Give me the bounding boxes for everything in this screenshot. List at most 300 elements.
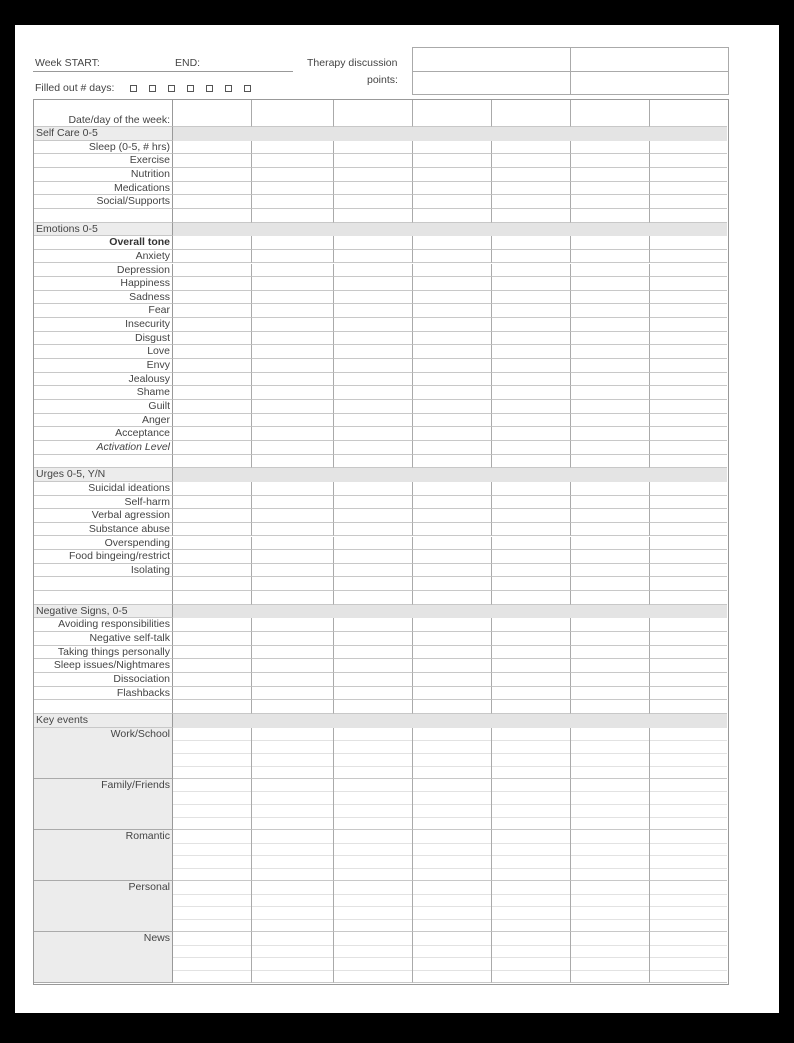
day-entry-cell[interactable] — [413, 881, 492, 932]
day-entry-cell[interactable] — [650, 673, 727, 687]
day-entry-cell[interactable] — [650, 332, 727, 346]
day-entry-cell[interactable] — [650, 932, 727, 983]
day-entry-cell[interactable] — [252, 509, 334, 523]
day-entry-cell[interactable] — [252, 700, 334, 714]
day-entry-cell[interactable] — [334, 304, 413, 318]
day-entry-cell[interactable] — [571, 277, 650, 291]
day-entry-cell[interactable] — [413, 359, 492, 373]
day-entry-cell[interactable] — [571, 332, 650, 346]
day-entry-cell[interactable] — [252, 264, 334, 278]
day-entry-cell[interactable] — [173, 441, 252, 455]
day-entry-cell[interactable] — [173, 332, 252, 346]
day-checkbox[interactable] — [206, 85, 213, 92]
day-entry-cell[interactable] — [173, 291, 252, 305]
day-entry-cell[interactable] — [650, 509, 727, 523]
day-entry-cell[interactable] — [650, 182, 727, 196]
day-entry-cell[interactable] — [252, 154, 334, 168]
day-entry-cell[interactable] — [173, 345, 252, 359]
day-entry-cell[interactable] — [492, 523, 571, 537]
day-entry-cell[interactable] — [571, 659, 650, 673]
day-entry-cell[interactable] — [571, 673, 650, 687]
day-entry-cell[interactable] — [413, 291, 492, 305]
day-entry-cell[interactable] — [334, 577, 413, 591]
day-entry-cell[interactable] — [252, 345, 334, 359]
day-entry-cell[interactable] — [334, 728, 413, 779]
day-entry-cell[interactable] — [492, 455, 571, 469]
therapy-points-box[interactable] — [412, 71, 571, 95]
day-entry-cell[interactable] — [334, 182, 413, 196]
day-entry-cell[interactable] — [492, 414, 571, 428]
day-entry-cell[interactable] — [650, 550, 727, 564]
day-entry-cell[interactable] — [571, 414, 650, 428]
day-entry-cell[interactable] — [252, 236, 334, 250]
day-entry-cell[interactable] — [252, 881, 334, 932]
day-entry-cell[interactable] — [334, 400, 413, 414]
day-entry-cell[interactable] — [413, 455, 492, 469]
day-entry-cell[interactable] — [492, 591, 571, 605]
day-entry-cell[interactable] — [492, 318, 571, 332]
day-entry-cell[interactable] — [413, 564, 492, 578]
day-entry-cell[interactable] — [252, 523, 334, 537]
day-entry-cell[interactable] — [173, 318, 252, 332]
day-entry-cell[interactable] — [650, 427, 727, 441]
day-entry-cell[interactable] — [173, 881, 252, 932]
day-entry-cell[interactable] — [252, 646, 334, 660]
day-entry-cell[interactable] — [334, 779, 413, 830]
day-entry-cell[interactable] — [334, 373, 413, 387]
day-entry-cell[interactable] — [252, 250, 334, 264]
day-entry-cell[interactable] — [252, 830, 334, 881]
day-entry-cell[interactable] — [173, 264, 252, 278]
day-entry-cell[interactable] — [173, 673, 252, 687]
day-entry-cell[interactable] — [413, 318, 492, 332]
day-entry-cell[interactable] — [571, 700, 650, 714]
day-entry-cell[interactable] — [571, 141, 650, 155]
day-entry-cell[interactable] — [492, 100, 571, 127]
day-entry-cell[interactable] — [413, 400, 492, 414]
day-entry-cell[interactable] — [413, 509, 492, 523]
day-entry-cell[interactable] — [334, 932, 413, 983]
day-entry-cell[interactable] — [492, 482, 571, 496]
day-entry-cell[interactable] — [173, 386, 252, 400]
day-entry-cell[interactable] — [173, 632, 252, 646]
day-entry-cell[interactable] — [252, 632, 334, 646]
day-entry-cell[interactable] — [571, 100, 650, 127]
day-checkbox[interactable] — [130, 85, 137, 92]
day-entry-cell[interactable] — [650, 154, 727, 168]
day-entry-cell[interactable] — [334, 209, 413, 223]
day-entry-cell[interactable] — [492, 550, 571, 564]
day-entry-cell[interactable] — [413, 141, 492, 155]
day-entry-cell[interactable] — [252, 359, 334, 373]
day-entry-cell[interactable] — [252, 577, 334, 591]
day-entry-cell[interactable] — [571, 779, 650, 830]
day-entry-cell[interactable] — [252, 687, 334, 701]
day-entry-cell[interactable] — [492, 509, 571, 523]
day-entry-cell[interactable] — [252, 182, 334, 196]
day-entry-cell[interactable] — [571, 509, 650, 523]
day-entry-cell[interactable] — [173, 550, 252, 564]
day-entry-cell[interactable] — [334, 881, 413, 932]
day-entry-cell[interactable] — [334, 618, 413, 632]
day-entry-cell[interactable] — [571, 345, 650, 359]
day-entry-cell[interactable] — [571, 830, 650, 881]
day-entry-cell[interactable] — [571, 318, 650, 332]
day-entry-cell[interactable] — [492, 687, 571, 701]
day-entry-cell[interactable] — [252, 195, 334, 209]
day-entry-cell[interactable] — [173, 591, 252, 605]
day-entry-cell[interactable] — [492, 209, 571, 223]
day-entry-cell[interactable] — [334, 550, 413, 564]
day-entry-cell[interactable] — [571, 482, 650, 496]
day-entry-cell[interactable] — [173, 932, 252, 983]
therapy-points-box[interactable] — [412, 47, 571, 72]
day-entry-cell[interactable] — [650, 318, 727, 332]
day-entry-cell[interactable] — [650, 359, 727, 373]
day-entry-cell[interactable] — [650, 564, 727, 578]
day-entry-cell[interactable] — [413, 154, 492, 168]
day-entry-cell[interactable] — [571, 591, 650, 605]
day-entry-cell[interactable] — [173, 373, 252, 387]
day-entry-cell[interactable] — [252, 618, 334, 632]
day-entry-cell[interactable] — [650, 277, 727, 291]
day-entry-cell[interactable] — [252, 591, 334, 605]
day-entry-cell[interactable] — [571, 264, 650, 278]
day-entry-cell[interactable] — [413, 427, 492, 441]
day-entry-cell[interactable] — [650, 881, 727, 932]
day-entry-cell[interactable] — [334, 318, 413, 332]
day-entry-cell[interactable] — [650, 100, 727, 127]
day-entry-cell[interactable] — [173, 830, 252, 881]
day-entry-cell[interactable] — [252, 318, 334, 332]
day-entry-cell[interactable] — [492, 304, 571, 318]
day-entry-cell[interactable] — [413, 345, 492, 359]
day-entry-cell[interactable] — [413, 386, 492, 400]
day-entry-cell[interactable] — [413, 182, 492, 196]
day-entry-cell[interactable] — [492, 332, 571, 346]
day-entry-cell[interactable] — [413, 687, 492, 701]
day-entry-cell[interactable] — [173, 618, 252, 632]
day-entry-cell[interactable] — [571, 537, 650, 551]
day-entry-cell[interactable] — [173, 100, 252, 127]
day-entry-cell[interactable] — [252, 564, 334, 578]
day-entry-cell[interactable] — [650, 577, 727, 591]
day-entry-cell[interactable] — [252, 141, 334, 155]
day-entry-cell[interactable] — [334, 523, 413, 537]
day-entry-cell[interactable] — [334, 168, 413, 182]
day-entry-cell[interactable] — [571, 304, 650, 318]
day-entry-cell[interactable] — [252, 332, 334, 346]
day-entry-cell[interactable] — [173, 564, 252, 578]
day-entry-cell[interactable] — [173, 250, 252, 264]
day-entry-cell[interactable] — [650, 779, 727, 830]
day-entry-cell[interactable] — [173, 779, 252, 830]
day-entry-cell[interactable] — [413, 209, 492, 223]
day-entry-cell[interactable] — [173, 700, 252, 714]
day-entry-cell[interactable] — [413, 659, 492, 673]
day-entry-cell[interactable] — [334, 830, 413, 881]
day-entry-cell[interactable] — [413, 496, 492, 510]
day-entry-cell[interactable] — [571, 291, 650, 305]
day-entry-cell[interactable] — [650, 373, 727, 387]
day-entry-cell[interactable] — [173, 646, 252, 660]
day-entry-cell[interactable] — [571, 550, 650, 564]
day-entry-cell[interactable] — [571, 496, 650, 510]
day-entry-cell[interactable] — [492, 700, 571, 714]
day-entry-cell[interactable] — [252, 659, 334, 673]
day-entry-cell[interactable] — [334, 345, 413, 359]
day-entry-cell[interactable] — [334, 632, 413, 646]
day-entry-cell[interactable] — [334, 455, 413, 469]
day-entry-cell[interactable] — [334, 359, 413, 373]
day-entry-cell[interactable] — [413, 632, 492, 646]
day-entry-cell[interactable] — [650, 591, 727, 605]
day-entry-cell[interactable] — [252, 168, 334, 182]
day-entry-cell[interactable] — [571, 577, 650, 591]
day-entry-cell[interactable] — [252, 427, 334, 441]
day-entry-cell[interactable] — [571, 373, 650, 387]
day-entry-cell[interactable] — [650, 618, 727, 632]
day-entry-cell[interactable] — [334, 154, 413, 168]
day-entry-cell[interactable] — [173, 509, 252, 523]
day-entry-cell[interactable] — [571, 209, 650, 223]
day-entry-cell[interactable] — [571, 154, 650, 168]
day-entry-cell[interactable] — [413, 277, 492, 291]
day-entry-cell[interactable] — [173, 236, 252, 250]
day-entry-cell[interactable] — [492, 373, 571, 387]
day-entry-cell[interactable] — [571, 168, 650, 182]
day-entry-cell[interactable] — [492, 673, 571, 687]
day-entry-cell[interactable] — [413, 523, 492, 537]
day-entry-cell[interactable] — [492, 277, 571, 291]
day-entry-cell[interactable] — [334, 659, 413, 673]
day-entry-cell[interactable] — [492, 618, 571, 632]
day-entry-cell[interactable] — [492, 577, 571, 591]
day-entry-cell[interactable] — [173, 427, 252, 441]
day-entry-cell[interactable] — [252, 373, 334, 387]
day-entry-cell[interactable] — [650, 304, 727, 318]
day-entry-cell[interactable] — [334, 482, 413, 496]
day-entry-cell[interactable] — [334, 509, 413, 523]
day-entry-cell[interactable] — [571, 386, 650, 400]
day-entry-cell[interactable] — [650, 209, 727, 223]
day-entry-cell[interactable] — [571, 400, 650, 414]
day-entry-cell[interactable] — [173, 304, 252, 318]
day-entry-cell[interactable] — [492, 728, 571, 779]
day-entry-cell[interactable] — [571, 646, 650, 660]
day-entry-cell[interactable] — [650, 441, 727, 455]
day-entry-cell[interactable] — [571, 359, 650, 373]
day-entry-cell[interactable] — [173, 141, 252, 155]
day-entry-cell[interactable] — [413, 414, 492, 428]
day-entry-cell[interactable] — [252, 304, 334, 318]
day-entry-cell[interactable] — [492, 932, 571, 983]
day-entry-cell[interactable] — [334, 264, 413, 278]
day-entry-cell[interactable] — [413, 830, 492, 881]
day-entry-cell[interactable] — [492, 537, 571, 551]
day-entry-cell[interactable] — [252, 673, 334, 687]
day-entry-cell[interactable] — [492, 291, 571, 305]
day-entry-cell[interactable] — [334, 646, 413, 660]
day-entry-cell[interactable] — [650, 700, 727, 714]
day-entry-cell[interactable] — [413, 482, 492, 496]
day-entry-cell[interactable] — [173, 659, 252, 673]
day-entry-cell[interactable] — [252, 414, 334, 428]
day-entry-cell[interactable] — [650, 687, 727, 701]
day-entry-cell[interactable] — [252, 386, 334, 400]
day-entry-cell[interactable] — [650, 646, 727, 660]
day-entry-cell[interactable] — [650, 250, 727, 264]
day-entry-cell[interactable] — [650, 523, 727, 537]
day-entry-cell[interactable] — [650, 728, 727, 779]
day-entry-cell[interactable] — [173, 523, 252, 537]
day-entry-cell[interactable] — [173, 687, 252, 701]
day-entry-cell[interactable] — [413, 932, 492, 983]
day-entry-cell[interactable] — [413, 100, 492, 127]
day-entry-cell[interactable] — [492, 496, 571, 510]
day-entry-cell[interactable] — [571, 687, 650, 701]
day-entry-cell[interactable] — [413, 168, 492, 182]
day-checkbox[interactable] — [244, 85, 251, 92]
day-entry-cell[interactable] — [571, 523, 650, 537]
day-checkbox[interactable] — [149, 85, 156, 92]
day-entry-cell[interactable] — [650, 482, 727, 496]
day-entry-cell[interactable] — [571, 182, 650, 196]
day-entry-cell[interactable] — [173, 168, 252, 182]
day-entry-cell[interactable] — [492, 250, 571, 264]
day-entry-cell[interactable] — [334, 250, 413, 264]
day-entry-cell[interactable] — [252, 496, 334, 510]
day-entry-cell[interactable] — [650, 168, 727, 182]
day-entry-cell[interactable] — [252, 400, 334, 414]
day-entry-cell[interactable] — [334, 291, 413, 305]
day-entry-cell[interactable] — [334, 414, 413, 428]
day-entry-cell[interactable] — [413, 264, 492, 278]
day-entry-cell[interactable] — [492, 400, 571, 414]
day-entry-cell[interactable] — [650, 830, 727, 881]
day-entry-cell[interactable] — [492, 779, 571, 830]
day-entry-cell[interactable] — [173, 577, 252, 591]
day-entry-cell[interactable] — [173, 277, 252, 291]
day-entry-cell[interactable] — [492, 141, 571, 155]
day-entry-cell[interactable] — [413, 591, 492, 605]
day-entry-cell[interactable] — [492, 564, 571, 578]
day-entry-cell[interactable] — [571, 236, 650, 250]
day-entry-cell[interactable] — [413, 236, 492, 250]
day-entry-cell[interactable] — [413, 195, 492, 209]
day-entry-cell[interactable] — [173, 455, 252, 469]
day-entry-cell[interactable] — [413, 728, 492, 779]
day-entry-cell[interactable] — [252, 441, 334, 455]
day-entry-cell[interactable] — [413, 700, 492, 714]
day-entry-cell[interactable] — [334, 236, 413, 250]
day-entry-cell[interactable] — [252, 728, 334, 779]
day-entry-cell[interactable] — [492, 182, 571, 196]
day-checkbox[interactable] — [168, 85, 175, 92]
day-entry-cell[interactable] — [173, 414, 252, 428]
day-entry-cell[interactable] — [650, 386, 727, 400]
day-entry-cell[interactable] — [571, 881, 650, 932]
day-entry-cell[interactable] — [252, 277, 334, 291]
day-checkbox[interactable] — [225, 85, 232, 92]
day-entry-cell[interactable] — [334, 564, 413, 578]
day-entry-cell[interactable] — [650, 537, 727, 551]
day-entry-cell[interactable] — [334, 496, 413, 510]
day-entry-cell[interactable] — [571, 618, 650, 632]
day-entry-cell[interactable] — [571, 632, 650, 646]
day-entry-cell[interactable] — [413, 779, 492, 830]
day-entry-cell[interactable] — [413, 577, 492, 591]
day-entry-cell[interactable] — [252, 537, 334, 551]
day-entry-cell[interactable] — [650, 659, 727, 673]
day-entry-cell[interactable] — [650, 141, 727, 155]
day-entry-cell[interactable] — [650, 496, 727, 510]
day-entry-cell[interactable] — [413, 537, 492, 551]
therapy-points-box[interactable] — [570, 47, 729, 72]
day-entry-cell[interactable] — [650, 345, 727, 359]
day-entry-cell[interactable] — [173, 728, 252, 779]
day-entry-cell[interactable] — [571, 455, 650, 469]
day-entry-cell[interactable] — [492, 168, 571, 182]
day-entry-cell[interactable] — [571, 728, 650, 779]
day-entry-cell[interactable] — [650, 632, 727, 646]
day-entry-cell[interactable] — [173, 537, 252, 551]
day-entry-cell[interactable] — [492, 632, 571, 646]
day-entry-cell[interactable] — [252, 482, 334, 496]
day-entry-cell[interactable] — [252, 209, 334, 223]
day-entry-cell[interactable] — [650, 400, 727, 414]
day-entry-cell[interactable] — [492, 345, 571, 359]
day-entry-cell[interactable] — [334, 141, 413, 155]
day-entry-cell[interactable] — [492, 195, 571, 209]
day-entry-cell[interactable] — [492, 154, 571, 168]
day-entry-cell[interactable] — [334, 427, 413, 441]
day-entry-cell[interactable] — [173, 195, 252, 209]
day-entry-cell[interactable] — [413, 441, 492, 455]
day-entry-cell[interactable] — [173, 482, 252, 496]
day-entry-cell[interactable] — [413, 304, 492, 318]
day-entry-cell[interactable] — [413, 373, 492, 387]
day-entry-cell[interactable] — [173, 496, 252, 510]
day-entry-cell[interactable] — [492, 264, 571, 278]
day-entry-cell[interactable] — [173, 400, 252, 414]
day-entry-cell[interactable] — [413, 646, 492, 660]
day-entry-cell[interactable] — [334, 277, 413, 291]
day-entry-cell[interactable] — [492, 441, 571, 455]
day-entry-cell[interactable] — [413, 332, 492, 346]
day-entry-cell[interactable] — [413, 673, 492, 687]
day-entry-cell[interactable] — [650, 195, 727, 209]
day-entry-cell[interactable] — [334, 441, 413, 455]
day-entry-cell[interactable] — [413, 618, 492, 632]
day-entry-cell[interactable] — [492, 830, 571, 881]
day-entry-cell[interactable] — [650, 236, 727, 250]
day-entry-cell[interactable] — [571, 564, 650, 578]
day-entry-cell[interactable] — [334, 100, 413, 127]
day-entry-cell[interactable] — [571, 441, 650, 455]
day-entry-cell[interactable] — [571, 195, 650, 209]
day-entry-cell[interactable] — [334, 591, 413, 605]
day-entry-cell[interactable] — [173, 154, 252, 168]
day-entry-cell[interactable] — [571, 427, 650, 441]
day-entry-cell[interactable] — [571, 250, 650, 264]
day-entry-cell[interactable] — [413, 550, 492, 564]
day-entry-cell[interactable] — [650, 455, 727, 469]
day-entry-cell[interactable] — [492, 659, 571, 673]
therapy-points-box[interactable] — [570, 71, 729, 95]
day-entry-cell[interactable] — [334, 537, 413, 551]
day-entry-cell[interactable] — [334, 673, 413, 687]
